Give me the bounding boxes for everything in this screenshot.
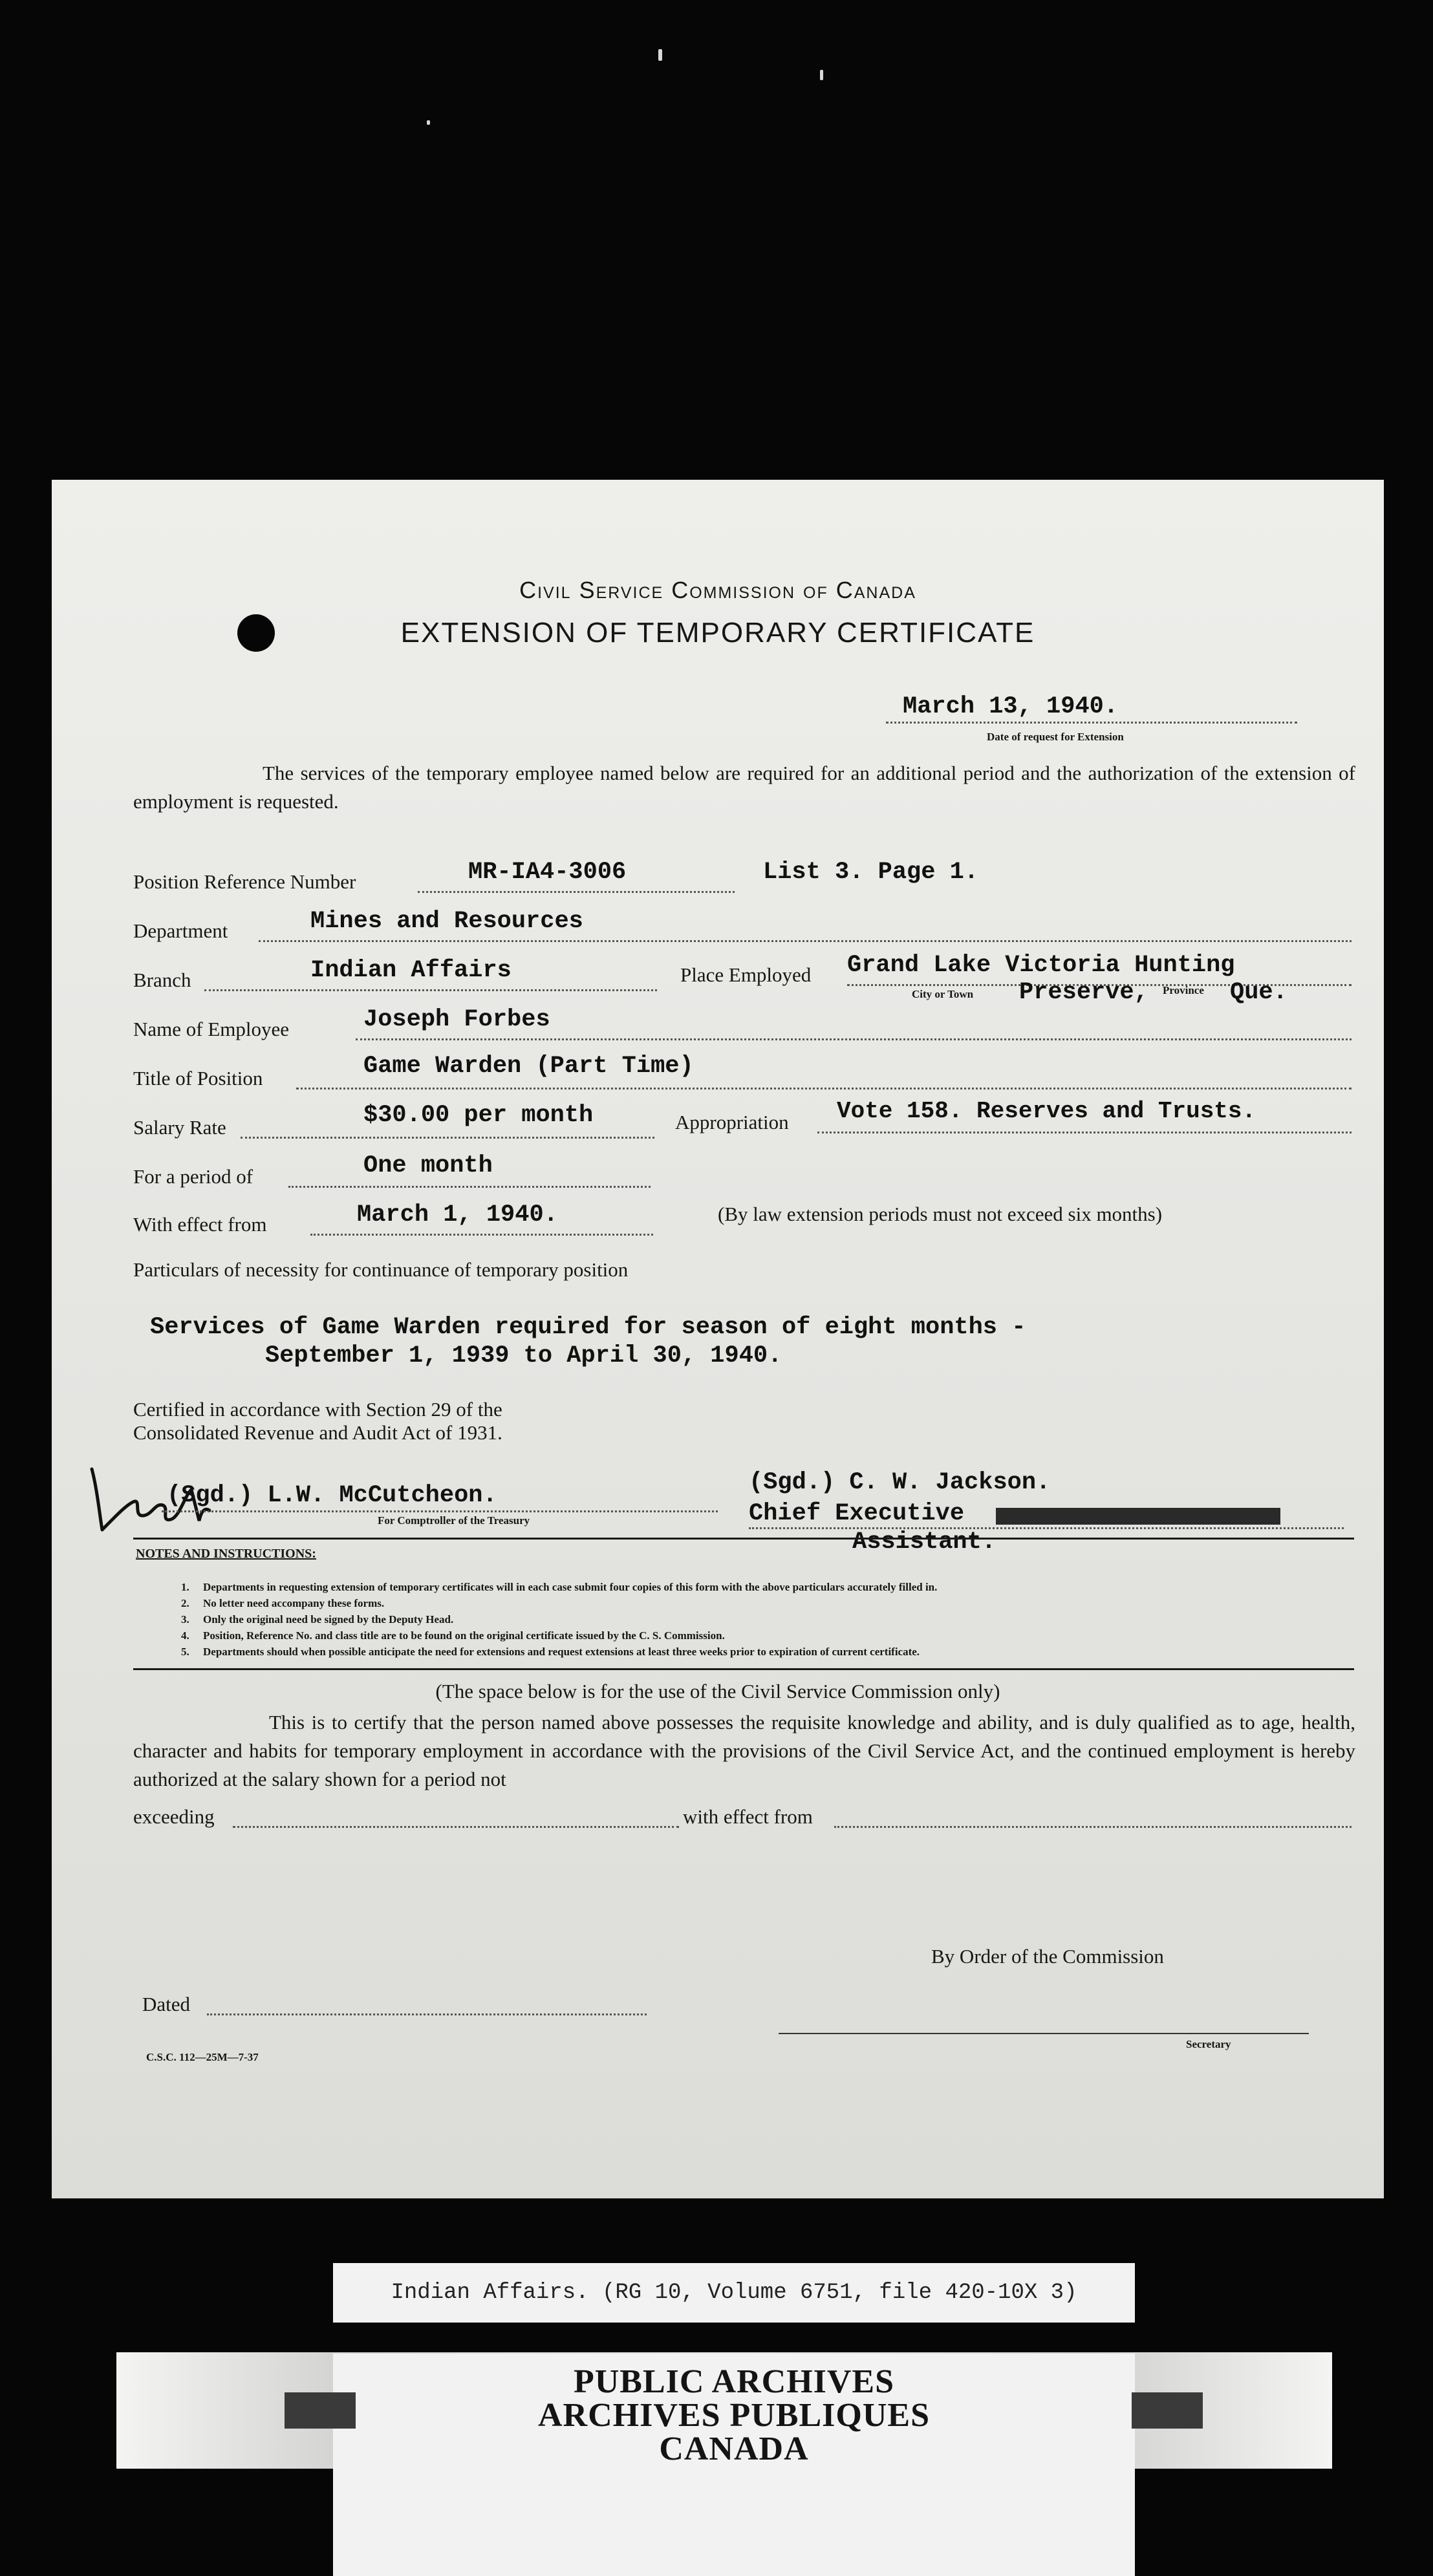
archive-stamp-line-3: CANADA	[659, 2431, 809, 2467]
branch-value: Indian Affairs	[310, 957, 512, 984]
comptroller-signature: (Sgd.) L.W. McCutcheon.	[167, 1482, 497, 1509]
comptroller-line	[162, 1510, 718, 1512]
period-label: For a period of	[133, 1165, 253, 1188]
notes-bottom-rule	[133, 1668, 1354, 1670]
effect-label: With effect from	[133, 1213, 267, 1236]
exceeding-label: exceeding	[133, 1805, 215, 1828]
certificate-paper	[52, 480, 1384, 2198]
particulars-label: Particulars of necessity for continuance of temporary position	[133, 1258, 629, 1281]
effect-line	[310, 1234, 653, 1236]
department-label: Department	[133, 919, 228, 942]
film-speck	[427, 120, 430, 125]
appropriation-label: Appropriation	[675, 1111, 789, 1133]
intro-paragraph: The services of the temporary employee named below are required for an additional period and the authorization of the extension of employment is requested.	[133, 762, 1355, 813]
note-item: 2. No letter need accompany these forms.	[181, 1597, 385, 1609]
note-item: 4. Position, Reference No. and class title are to be found on the original certificate issued by the C. S. Commission.	[181, 1629, 725, 1642]
date-line	[886, 722, 1297, 724]
by-order-text: By Order of the Commission	[931, 1945, 1164, 1968]
particulars-line-1: Services of Game Warden required for season of eight months -	[150, 1314, 1026, 1341]
notes-top-rule	[133, 1538, 1354, 1540]
province-value: Que.	[1230, 979, 1288, 1006]
note-item: 1. Departments in requesting extension of temporary certificates will in each case submit four copies of this form with the above particulars accurately filled in.	[181, 1581, 938, 1593]
dated-line	[207, 2013, 647, 2015]
place-employed-value: Grand Lake Victoria Hunting	[847, 952, 1235, 979]
commission-heading: Civil Service Commission of Canada	[519, 577, 916, 603]
secretary-caption: Secretary	[1186, 2038, 1231, 2050]
period-value: One month	[363, 1152, 493, 1179]
position-title-line	[296, 1088, 1352, 1089]
certified-line-2: Consolidated Revenue and Audit Act of 1931.	[133, 1421, 502, 1444]
request-date: March 13, 1940.	[903, 693, 1119, 720]
employee-line	[356, 1038, 1352, 1040]
film-speck	[820, 70, 823, 80]
particulars-line-2: September 1, 1939 to April 30, 1940.	[265, 1342, 782, 1369]
commission-use-caption: (The space below is for the use of the Civil Service Commission only)	[435, 1680, 1000, 1702]
position-title-label: Title of Position	[133, 1067, 263, 1089]
certificate-title: EXTENSION OF TEMPORARY CERTIFICATE	[400, 617, 1035, 649]
form-code: C.S.C. 112—25M—7-37	[146, 2051, 259, 2063]
film-speck	[658, 49, 662, 61]
executive-title-2: Assistant.	[852, 1529, 997, 1556]
law-note: (By law extension periods must not exceed six months)	[718, 1203, 1163, 1225]
place-employed-label: Place Employed	[680, 963, 812, 986]
appropriation-value: Vote 158. Reserves and Trusts.	[837, 1098, 1256, 1124]
effect-value: March 1, 1940.	[357, 1201, 558, 1229]
salary-value: $30.00 per month	[363, 1102, 594, 1129]
list-page-value: List 3. Page 1.	[763, 859, 979, 886]
appropriation-line	[817, 1132, 1352, 1133]
position-ref-label: Position Reference Number	[133, 870, 356, 893]
dated-label: Dated	[142, 1993, 191, 2015]
position-ref-line	[418, 891, 735, 893]
position-title-value: Game Warden (Part Time)	[363, 1053, 694, 1080]
stamp-band-right	[1132, 2392, 1203, 2429]
province-caption: Province	[1163, 984, 1204, 996]
commission-effect-line	[834, 1826, 1352, 1828]
comptroller-caption: For Comptroller of the Treasury	[378, 1514, 530, 1527]
city-caption: City or Town	[912, 988, 974, 1000]
note-item: 5. Departments should when possible anticipate the need for extensions and request extensions at least three weeks prior to expiration of current certificate.	[181, 1646, 920, 1658]
struck-out-text	[996, 1508, 1280, 1525]
commission-effect-label: with effect from	[683, 1805, 813, 1828]
department-value: Mines and Resources	[310, 908, 583, 935]
executive-line	[749, 1527, 1344, 1529]
commission-certification-text: This is to certify that the person named above possesses the requisite knowledge and ability, and is duly qualified as to age, health, character and habits for temporary employment in accordance with the provisions of the Civil Service Act, and the continued employment is hereby authorized at the salary shown for a period not	[133, 1711, 1355, 1790]
notes-list	[181, 1579, 937, 1660]
certified-line-1: Certified in accordance with Section 29 of the	[133, 1398, 502, 1421]
notes-heading: NOTES AND INSTRUCTIONS:	[136, 1547, 316, 1561]
employee-value: Joseph Forbes	[363, 1006, 550, 1033]
salary-label: Salary Rate	[133, 1116, 226, 1139]
salary-line	[241, 1137, 654, 1139]
branch-label: Branch	[133, 969, 191, 991]
archive-reference: Indian Affairs. (RG 10, Volume 6751, file 420-10X 3)	[391, 2281, 1077, 2305]
secretary-line	[779, 2033, 1309, 2034]
exceeding-line	[233, 1826, 679, 1828]
position-ref-value: MR-IA4-3006	[468, 859, 627, 886]
employee-label: Name of Employee	[133, 1018, 290, 1040]
department-line	[259, 940, 1352, 942]
archive-stamp-line-1: PUBLIC ARCHIVES	[573, 2363, 895, 2400]
period-line	[288, 1186, 651, 1188]
archive-stamp-line-2: ARCHIVES PUBLIQUES	[537, 2397, 931, 2434]
archive-reference-tag	[333, 2263, 1135, 2323]
request-date-caption: Date of request for Extension	[987, 731, 1124, 743]
branch-line	[204, 989, 657, 991]
note-item: 3. Only the original need be signed by the Deputy Head.	[181, 1613, 454, 1626]
executive-title-1: Chief Executive	[749, 1500, 965, 1527]
executive-signature: (Sgd.) C. W. Jackson.	[749, 1469, 1051, 1496]
place-employed-value-2: Preserve,	[1019, 979, 1148, 1006]
